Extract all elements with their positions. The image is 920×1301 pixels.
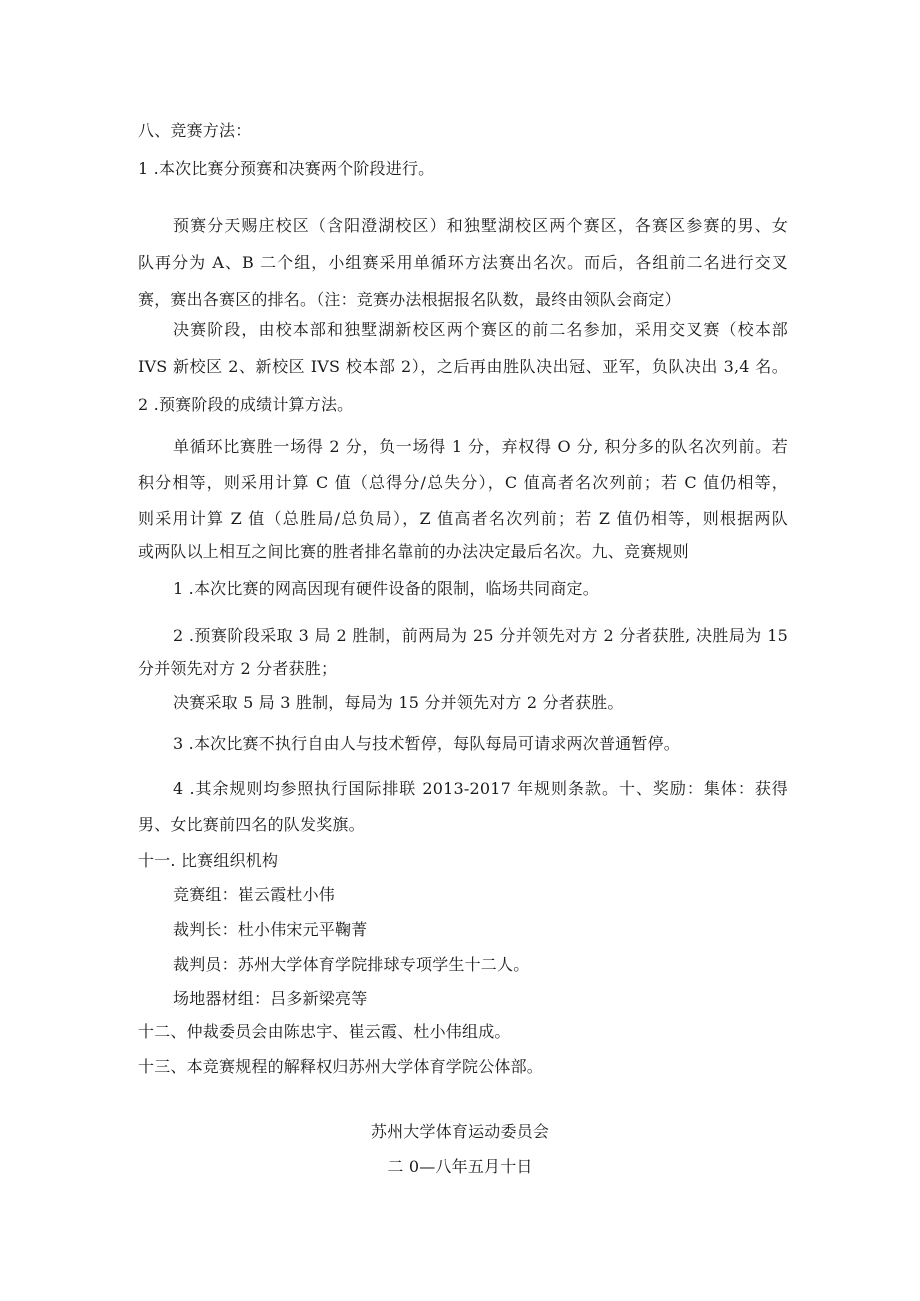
rule-4-line-1: 4 .其余规则均参照执行国际排联 2013-2017 年规则条款。十、奖励：集体：获得 [173,779,788,798]
org-member-referees: 裁判员：苏州大学体育学院排球专项学生十二人。 [173,955,530,974]
rule-1: 1 .本次比赛的网高因现有硬件设备的限制，临场共同商定。 [173,579,599,598]
item-2: 2 .预赛阶段的成绩计算方法。 [138,395,354,414]
section-12: 十二、仲裁委员会由陈忠宇、崔云霞、杜小伟组成。 [138,1022,511,1041]
prelim-line-2: 队再分为 A、B 二个组，小组赛采用单循环方法赛出名次。而后，各组前二名进行交叉 [138,253,788,272]
signature-org: 苏州大学体育运动委员会 [370,1122,550,1141]
org-member-equipment: 场地器材组：吕多新梁亮等 [173,989,368,1008]
rule-2-line-2: 分并领先对方 2 分者获胜； [138,659,338,678]
scoring-line-4: 或两队以上相互之间比赛的胜者排名靠前的办法决定最后名次。九、竞赛规则 [138,542,689,561]
org-member-competition: 竞赛组：崔云霞杜小伟 [173,885,336,904]
scoring-line-2: 积分相等，则采用计算 C 值（总得分/总失分），C 值高者名次列前；若 C 值仍相等， [138,473,788,492]
final-line-2: IVS 新校区 2、新校区 IVS 校本部 2），之后再由胜队决出冠、亚军，负队决出 3,4 名。 [138,357,788,376]
rule-3: 3 .本次比赛不执行自由人与技术暂停，每队每局可请求两次普通暂停。 [173,734,680,753]
scoring-line-1: 单循环比赛胜一场得 2 分，负一场得 1 分，弃权得 O 分, 积分多的队名次列前。若 [173,437,788,456]
item-1: 1 .本次比赛分预赛和决赛两个阶段进行。 [138,159,435,178]
final-line-1: 决赛阶段，由校本部和独墅湖新校区两个赛区的前二名参加，采用交叉赛（校本部 [173,320,788,339]
signature-date: 二 0—八年五月十日 [387,1157,533,1176]
section-13: 十三、本竞赛规程的解释权归苏州大学体育学院公体部。 [138,1057,544,1076]
rule-2-line-1: 2 .预赛阶段采取 3 局 2 胜制，前两局为 25 分并领先对方 2 分者获胜, 决胜局为 15 [173,626,788,645]
prelim-line-1: 预赛分天赐庄校区（含阳澄湖校区）和独墅湖校区两个赛区，各赛区参赛的男、女 [173,216,788,235]
section-8-heading: 八、竞赛方法： [138,121,252,140]
rule-2-final: 决赛采取 5 局 3 胜制，每局为 15 分并领先对方 2 分者获胜。 [173,693,624,712]
org-member-chief-referee: 裁判长：杜小伟宋元平鞠菁 [173,920,368,939]
scoring-line-3: 则采用计算 Z 值（总胜局/总负局），Z 值高者名次列前；若 Z 值仍相等，则根据两队 [138,509,788,528]
prelim-line-3: 赛，赛出各赛区的排名。（注：竞赛办法根据报名队数，最终由领队会商定） [138,290,681,309]
rule-4-line-2: 男、女比赛前四名的队发奖旗。 [138,815,365,834]
section-11-heading: 十一. 比赛组织机构 [138,851,279,870]
